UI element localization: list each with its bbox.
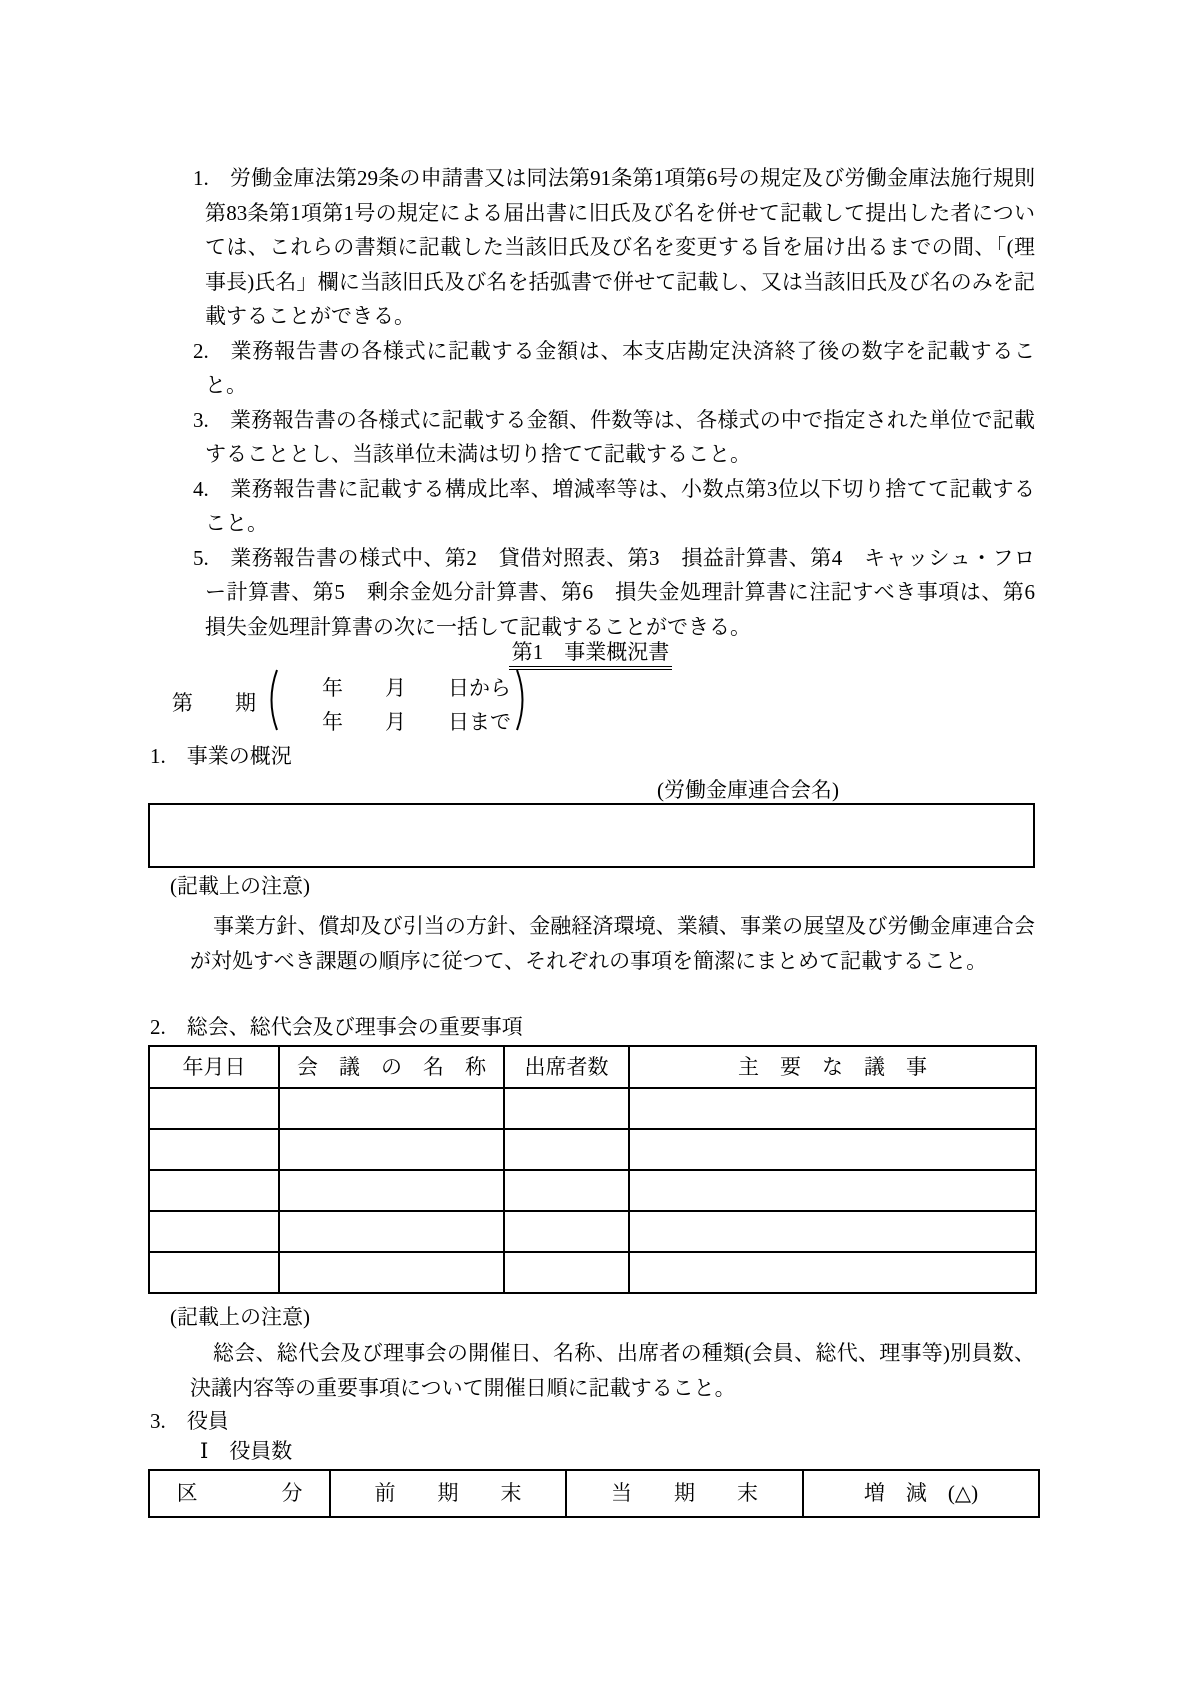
officer-table-header-row [149,1470,1039,1517]
note-text: 労働金庫法第29条の申請書又は同法第91条第1項第6号の規定及び労働金庫法施行規則第83条第1項第1号の規定による届出書に旧氏及び名を併せて記載して提出した者については、これらの書類に記載した当該旧氏及び名を変更する旨を届け出るまでの間、「(理事長)氏名」欄に当該旧氏及び名を括弧書で併せて記載し、又は当該旧氏及び名のみを記載することができる。 [205,166,1035,328]
meetings-table-header-row [149,1046,1036,1088]
general-note-item [193,334,1035,403]
overview-note-label: (記載上の注意) [170,874,310,898]
period-label: 第 期 [172,691,256,715]
general-note-item [193,472,1035,541]
table-row [149,1129,1036,1170]
col-date: 年月日 [149,1046,279,1088]
period-from: 年 月 日から [322,676,511,700]
big-left-paren [262,668,282,743]
general-note-item [193,403,1035,472]
table-row [149,1211,1036,1252]
note-number: 1. [193,166,209,190]
note-text: 業務報告書に記載する構成比率、増減率等は、小数点第3位以下切り捨てて記載すること。 [205,476,1035,535]
note-number: 2. [193,338,209,363]
section-meetings-heading: 2. 総会、総代会及び理事会の重要事項 [150,1015,523,1039]
meetings-note-text: 総会、総代会及び理事会の開催日、名称、出席者の種類(会員、総代、理事等)別員数、決議内容等の重要事項について開催日順に記載すること。 [190,1341,1035,1400]
col-category: 区 分 [149,1470,330,1517]
note-number: 5. [193,545,209,570]
meetings-note-label: (記載上の注意) [170,1305,310,1329]
overview-entry-box [148,803,1035,868]
col-current-term-end: 当 期 末 [566,1470,803,1517]
overview-note-text: 事業方針、償却及び引当の方針、金融経済環境、業績、事業の展望及び労働金庫連合会が対処すべき課題の順序に従つて、それぞれの事項を簡潔にまとめて記載すること。 [190,914,1035,973]
period-to: 年 月 日まで [322,709,511,734]
section-overview-heading: 1. 事業の概況 [150,744,292,768]
col-prev-term-end: 前 期 末 [330,1470,566,1517]
table-row [149,1170,1036,1211]
officers-subheading: Ⅰ 役員数 [200,1439,293,1463]
col-main-agenda: 主 要 な 議 事 [629,1046,1036,1088]
col-meeting-name: 会 議 の 名 称 [279,1046,504,1088]
col-attendees: 出席者数 [504,1046,629,1088]
note-text: 業務報告書の各様式に記載する金額、件数等は、各様式の中で指定された単位で記載することとし、当該単位未満は切り捨てて記載すること。 [205,407,1035,466]
table-row [149,1252,1036,1293]
note-text: 業務報告書の各様式に記載する金額は、本支店勘定決済終了後の数字を記載すること。 [205,338,1035,397]
officer-count-table [148,1469,1040,1518]
general-note-item [193,541,1056,645]
section-officers-heading: 3. 役員 [150,1409,229,1433]
period-dates [322,672,542,739]
meetings-table [148,1045,1037,1294]
form-title-row [0,640,1181,670]
general-note-item [193,161,1035,334]
general-notes [193,161,1056,644]
table-row [149,1088,1036,1129]
note-number: 3. [193,407,209,432]
entry-box-label: (労働金庫連合会名) [657,778,839,802]
note-number: 4. [193,476,209,501]
form-title: 第1 事業概況書 [509,640,673,670]
big-right-paren [512,668,532,743]
note-text: 業務報告書の様式中、第2 貸借対照表、第3 損益計算書、第4 キャッシュ・フロー計算書、第5 剰余金処分計算書、第6 損失金処理計算書に注記すべき事項は、第6 損失金処理計算書の次に一括して記載することができる。 [205,545,1056,639]
col-change: 増 減 (△) [803,1470,1039,1517]
